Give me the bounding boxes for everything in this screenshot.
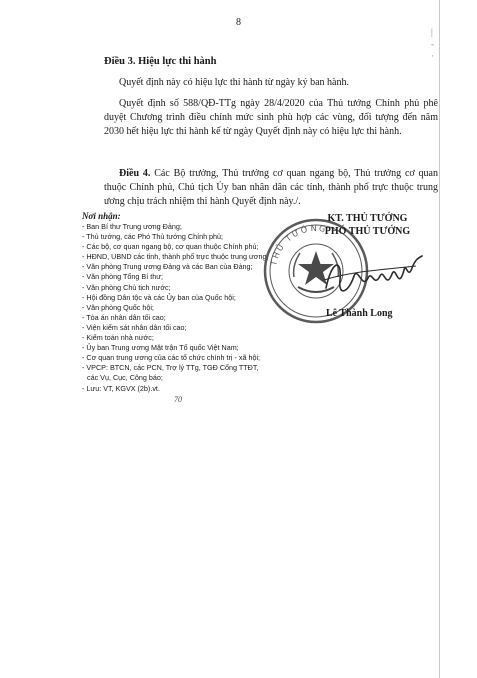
- edge-mark: |: [431, 27, 433, 37]
- article-4-label: Điều 4.: [119, 168, 151, 179]
- list-item: - Văn phòng Chủ tịch nước;: [82, 282, 171, 292]
- list-item: - Lưu: VT, KGVX (2b).vt.: [82, 383, 160, 393]
- list-item: các Vụ, Cục, Công báo;: [87, 373, 163, 383]
- list-item: - HĐND, UBND các tỉnh, thành phố trực thuộc trung ương;: [82, 252, 269, 262]
- page-number: 8: [236, 17, 241, 28]
- article-3-heading: Điều 3. Hiệu lực thi hành: [104, 56, 217, 67]
- signer-title-1: KT. THỦ TƯỚNG: [327, 213, 408, 224]
- signature-block: [305, 212, 430, 238]
- list-item: - Tòa án nhân dân tối cao;: [82, 312, 166, 322]
- article-3-paragraph: Quyết định số 588/QĐ-TTg ngày 28/4/2020 của Thủ tướng Chính phủ phê duyệt Chương trình điều chỉnh mức sinh phù hợp các vùng, đối tượng đến năm 2030 hết hiệu lực thi hành kể từ ngày Quyết định này có hiệu lực thi hành.: [104, 98, 438, 137]
- list-item: - Cơ quan trung ương của các tổ chức chính trị - xã hội;: [82, 353, 261, 363]
- list-item: - Ban Bí thư Trung ương Đảng;: [82, 222, 182, 231]
- list-item: - Các bộ, cơ quan ngang bộ, cơ quan thuộc Chính phủ;: [82, 242, 259, 252]
- edge-mark: ·: [431, 51, 434, 61]
- list-item: - Hội đồng Dân tộc và các Ủy ban của Quốc hội;: [82, 292, 236, 302]
- article-3-paragraph: Quyết định này có hiệu lực thi hành từ ngày ký ban hành.: [119, 77, 349, 88]
- list-item: - VPCP: BTCN, các PCN, Trợ lý TTg, TGĐ Cổng TTĐT,: [82, 363, 259, 373]
- list-item: - Văn phòng Quốc hội;: [82, 302, 154, 312]
- list-item: - Ủy ban Trung ương Mặt trận Tổ quốc Việt Nam;: [82, 343, 239, 353]
- signer-title-2: PHÓ THỦ TƯỚNG: [324, 226, 411, 237]
- handwritten-initial: 70: [174, 395, 182, 404]
- list-item: - Viện kiểm sát nhân dân tối cao;: [82, 322, 187, 332]
- scan-edge-marks: [431, 26, 434, 62]
- recipients-heading: Nơi nhận:: [82, 211, 121, 221]
- list-item: - Văn phòng Trung ương Đảng và các Ban của Đảng;: [82, 262, 253, 272]
- list-item: - Kiểm toán nhà nước;: [82, 333, 154, 343]
- scan-edge-line: [439, 0, 440, 678]
- article-4-paragraph: [104, 167, 438, 209]
- article-4-text: Các Bộ trưởng, Thủ trưởng cơ quan ngang bộ, Thủ trưởng cơ quan thuộc Chính phủ, Chủ tịch Ủy ban nhân dân các tỉnh, thành phố trực thuộc trung ương chịu trách nhiệm thi hành Quyết định này./.: [104, 168, 438, 207]
- signer-name: Lê Thành Long: [326, 308, 393, 319]
- list-item: - Thủ tướng, các Phó Thủ tướng Chính phủ;: [82, 232, 224, 242]
- list-item: - Văn phòng Tổng Bí thư;: [82, 272, 163, 282]
- seal-text: THỦ TƯỚNG: [269, 223, 328, 267]
- edge-mark: -: [431, 39, 434, 49]
- handwritten-signature: [318, 250, 428, 305]
